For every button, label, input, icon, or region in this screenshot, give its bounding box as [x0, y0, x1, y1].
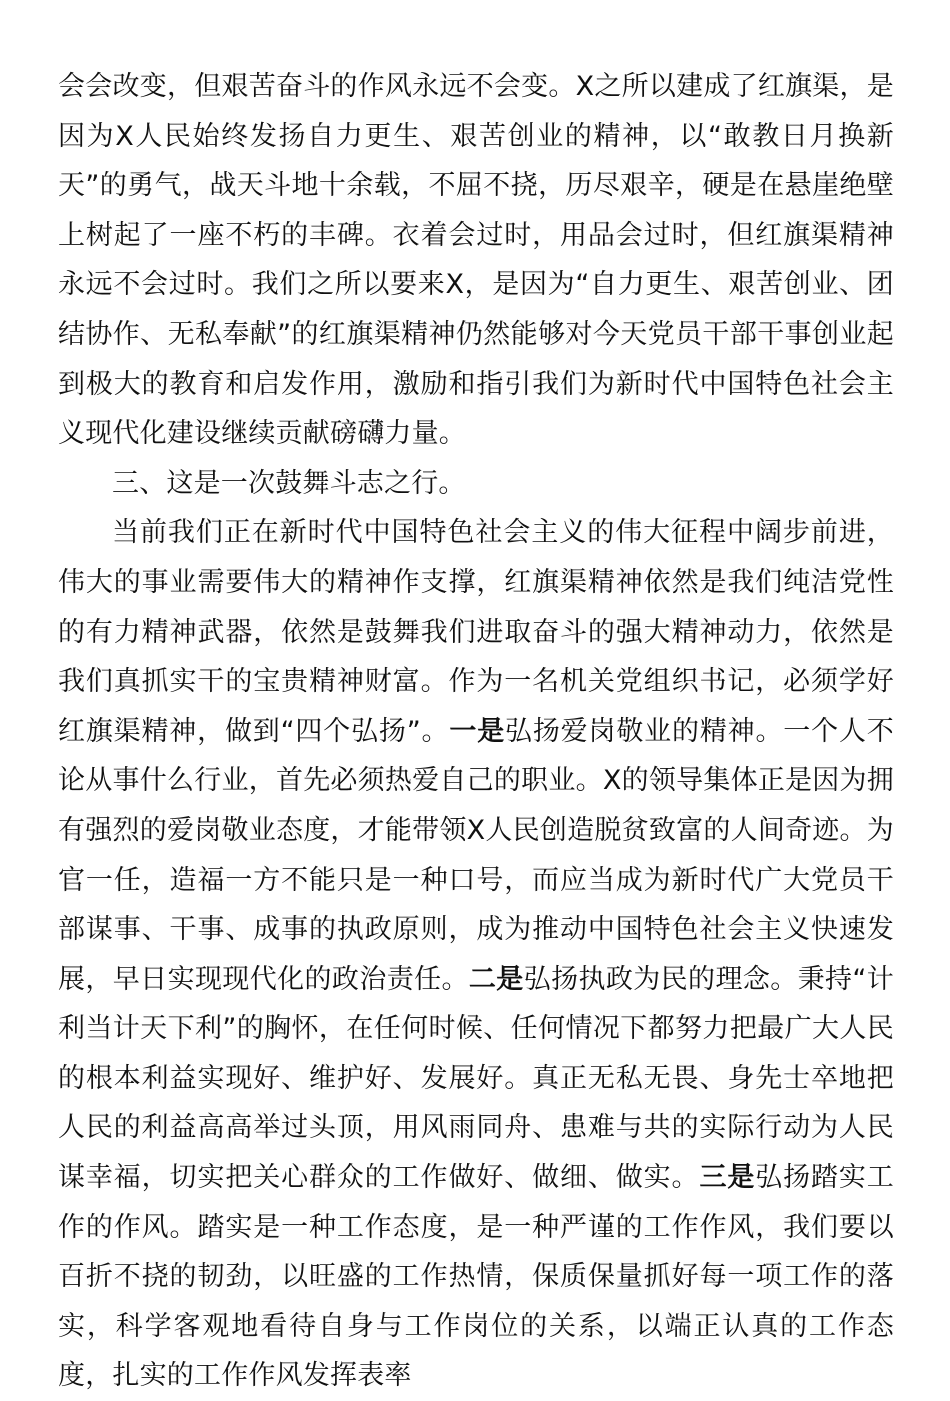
- point-three-marker: 三是: [699, 1162, 756, 1194]
- section-heading: 三、这是一次鼓舞斗志之行。: [112, 467, 466, 499]
- paragraph-continuation: 会会改变，但艰苦奋斗的作风永远不会变。X之所以建成了红旗渠，是因为X人民始终发扬自力更生、艰苦创业的精神，以“敢教日月换新天”的勇气，战天斗地十余载，不屈不挠，历尽艰辛，硬是在悬崖绝壁上树起了一座不朽的丰碑。衣着会过时，用品会过时，但红旗渠精神永远不会过时。我们之所以要来X，是因为“自力更生、艰苦创业、团结协作、无私奉献”的红旗渠精神仍然能够对今天党员干部干事创业起到极大的教育和启发作用，激励和指引我们为新时代中国特色社会主义现代化建设继续贡献磅礴力量。: [58, 71, 894, 450]
- document-body: [58, 62, 894, 1401]
- point-three-text: 弘扬踏实工作的作风。踏实是一种工作态度，是一种严谨的工作作风，我们要以百折不挠的韧劲，以旺盛的工作热情，保质保量抓好每一项工作的落实，科学客观地看待自身与工作岗位的关系，以端正认真的工作态度，扎实的工作作风发挥表率: [58, 1162, 894, 1392]
- paragraph-four-promotions: [58, 508, 894, 1401]
- point-two-text: 弘扬执政为民的理念。秉持“计利当计天下利”的胸怀，在任何时候、任何情况下都努力把最广大人民的根本利益实现好、维护好、发展好。真正无私无畏、身先士卒地把人民的利益高高举过头顶，用风雨同舟、患难与共的实际行动为人民谋幸福，切实把关心群众的工作做好、做细、做实。: [58, 963, 895, 1194]
- point-two-marker: 二是: [468, 963, 524, 995]
- point-one-text: 弘扬爱岗敬业的精神。一个人不论从事什么行业，首先必须热爱自己的职业。X的领导集体正是因为拥有强烈的爱岗敬业态度，才能带领X人民创造脱贫致富的人间奇迹。为官一任，造福一方不能只是一种口号，而应当成为新时代广大党员干部谋事、干事、成事的执政原则，成为推动中国特色社会主义快速发展，早日实现现代化的政治责任。: [58, 715, 894, 995]
- paragraph-text: 当前我们正在新时代中国特色社会主义的伟大征程中阔步前进，伟大的事业需要伟大的精神作支撑，红旗渠精神依然是我们纯洁党性的有力精神武器，依然是鼓舞我们进取奋斗的强大精神动力，依然是我们真抓实干的宝贵精神财富。作为一名机关党组织书记，必须学好红旗渠精神，做到“四个弘扬”。: [58, 517, 894, 747]
- point-one-marker: 一是: [449, 715, 506, 747]
